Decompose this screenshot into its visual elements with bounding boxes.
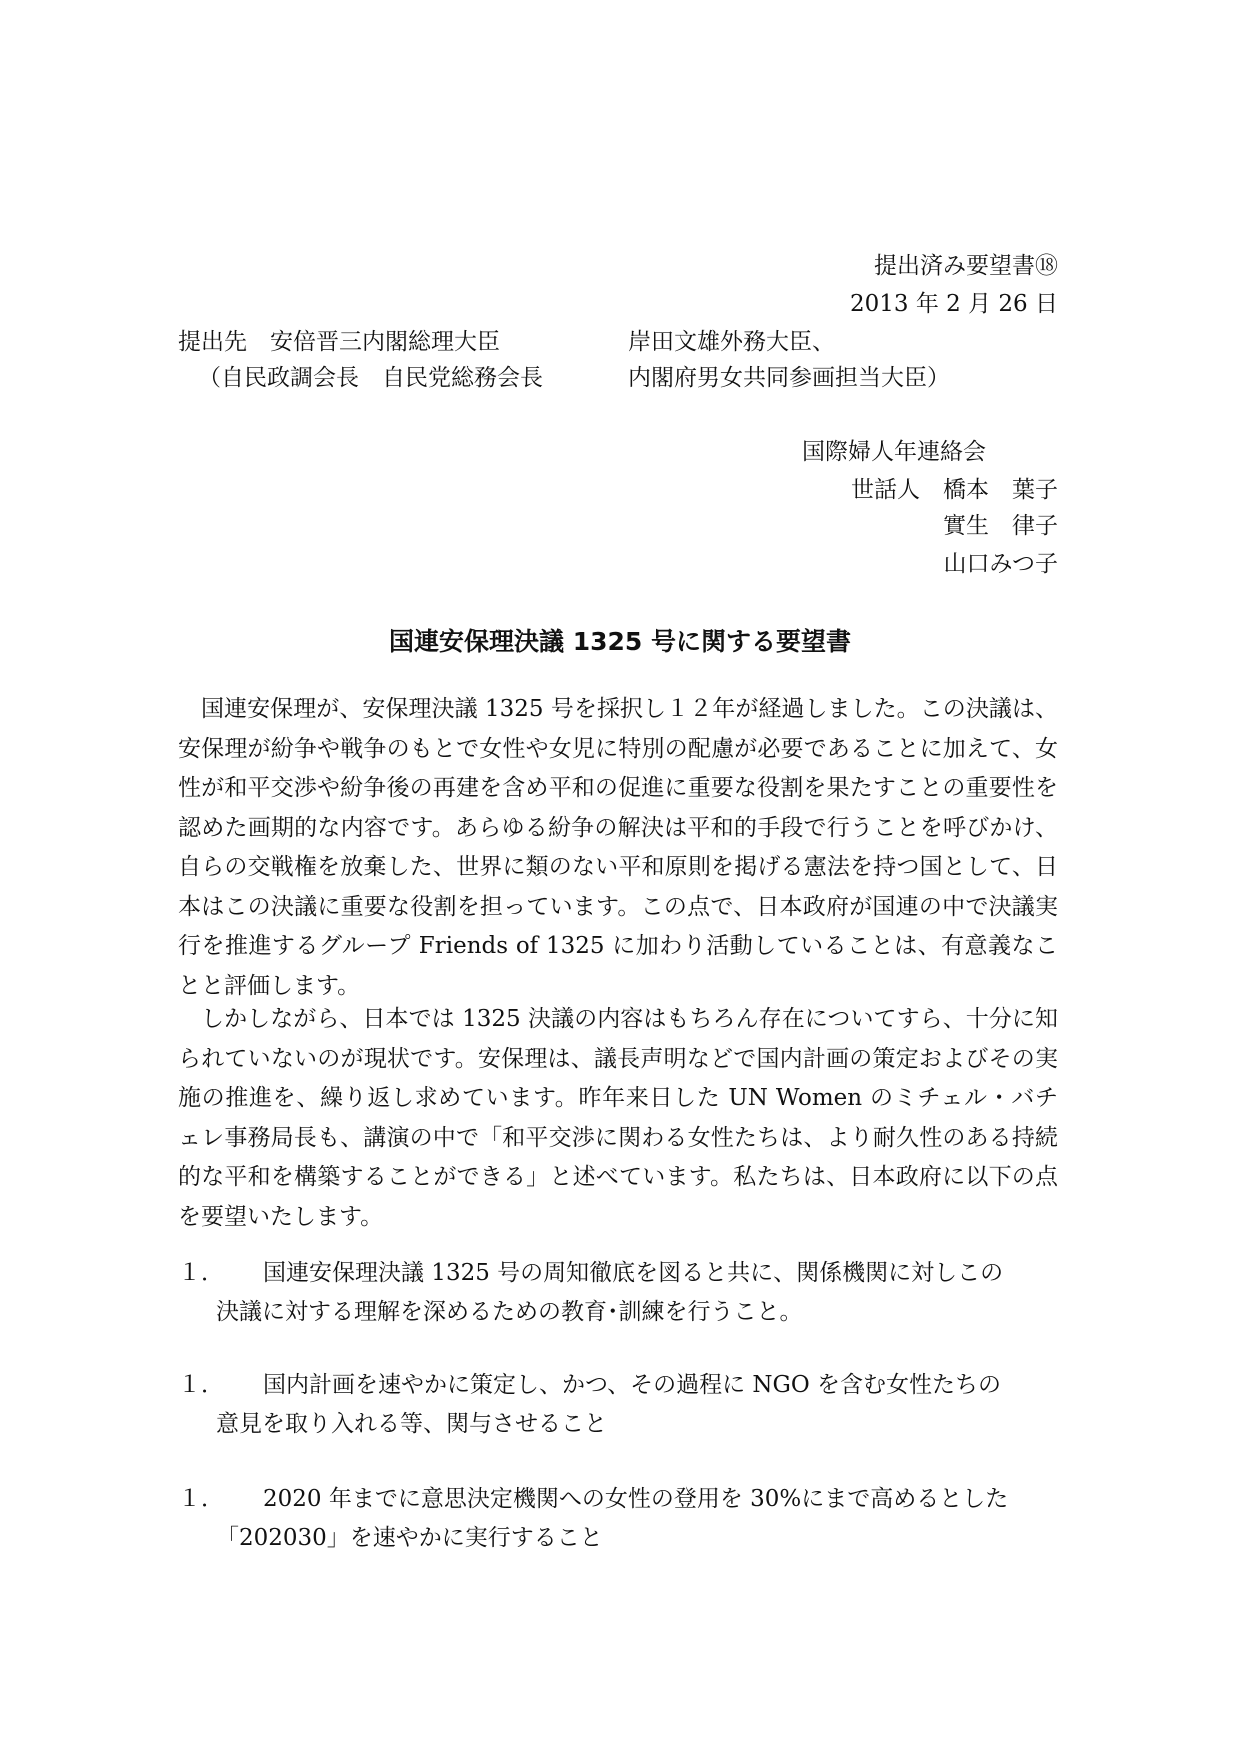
body-paragraph-2: しかしながら、日本では 1325 決議の内容はもちろん存在についてすら、十分に知られていないのが現状です。安保理は、議長声明などで国内計画の策定およびその実施の推進を、繰り返し求めています。昨年来日した UN Women のミチェル・バチェレ事務局長も、講演の中で「和平交渉に関わる女性たちは、より耐久性のある持続的な平和を構築することができる」と述べています。私たちは、日本政府に以下の点を要望いたします。 <box>178 1006 1058 1230</box>
sender-role-line: 世話人 橋本 葉子 <box>851 477 1058 503</box>
body-paragraph-1: 国連安保理が、安保理決議 1325 号を採択し１２年が経過しました。この決議は、安保理が紛争や戦争のもとで女性や女児に特別の配慮が必要であることに加えて、女性が和平交渉や紛争後の再建を含め平和の促進に重要な役割を果たすことの重要性を認めた画期的な内容です。あらゆる紛争の解決は平和的手段で行うことを呼びかけ、自らの交戦権を放棄した、世界に類のない平和原則を掲げる憲法を持つ国として、日本はこの決議に重要な役割を担っています。この点で、日本政府が国連の中で決議実行を推進するグループ Friends of 1325 に加わり活動していることは、有意義なことと評価します。 <box>178 696 1058 999</box>
request-line-2: 意見を取り入れる等、関与させること <box>216 1411 607 1437</box>
request-number: １． <box>178 1372 224 1398</box>
sender-organization: 国際婦人年連絡会 <box>802 439 986 465</box>
request-line-1: 国連安保理決議 1325 号の周知徹底を図ると共に、関係機関に対しこの <box>263 1260 1004 1286</box>
request-line-2: 決議に対する理解を深めるための教育･訓練を行うこと。 <box>216 1299 803 1325</box>
document-label: 提出済み要望書⑱ <box>874 253 1058 279</box>
addressee-line2-left: （自民政調会長 自民党総務会長 <box>198 365 543 391</box>
request-number: １． <box>178 1260 224 1286</box>
document-date: 2013 年 2 月 26 日 <box>850 291 1058 317</box>
request-line-1: 国内計画を速やかに策定し、かつ、その過程に NGO を含む女性たちの <box>263 1372 1002 1398</box>
request-line-1: 2020 年までに意思決定機関への女性の登用を 30%にまで高めるとした <box>263 1486 1009 1512</box>
sender-name-2: 實生 律子 <box>943 513 1058 539</box>
request-item-3 <box>178 1480 1058 1558</box>
document-title: 国連安保理決議 1325 号に関する要望書 <box>389 627 851 656</box>
sender-name-3: 山口みつ子 <box>943 551 1058 577</box>
request-item-1 <box>178 1254 1058 1332</box>
addressee-line1-left: 提出先 安倍晋三内閣総理大臣 <box>178 329 500 355</box>
request-line-2: 「202030」を速やかに実行すること <box>216 1525 603 1551</box>
addressee-line2-right: 内閣府男女共同参画担当大臣） <box>628 365 950 391</box>
request-number: １． <box>178 1486 224 1512</box>
request-item-2 <box>178 1366 1058 1444</box>
addressee-line1-right: 岸田文雄外務大臣、 <box>628 329 835 355</box>
